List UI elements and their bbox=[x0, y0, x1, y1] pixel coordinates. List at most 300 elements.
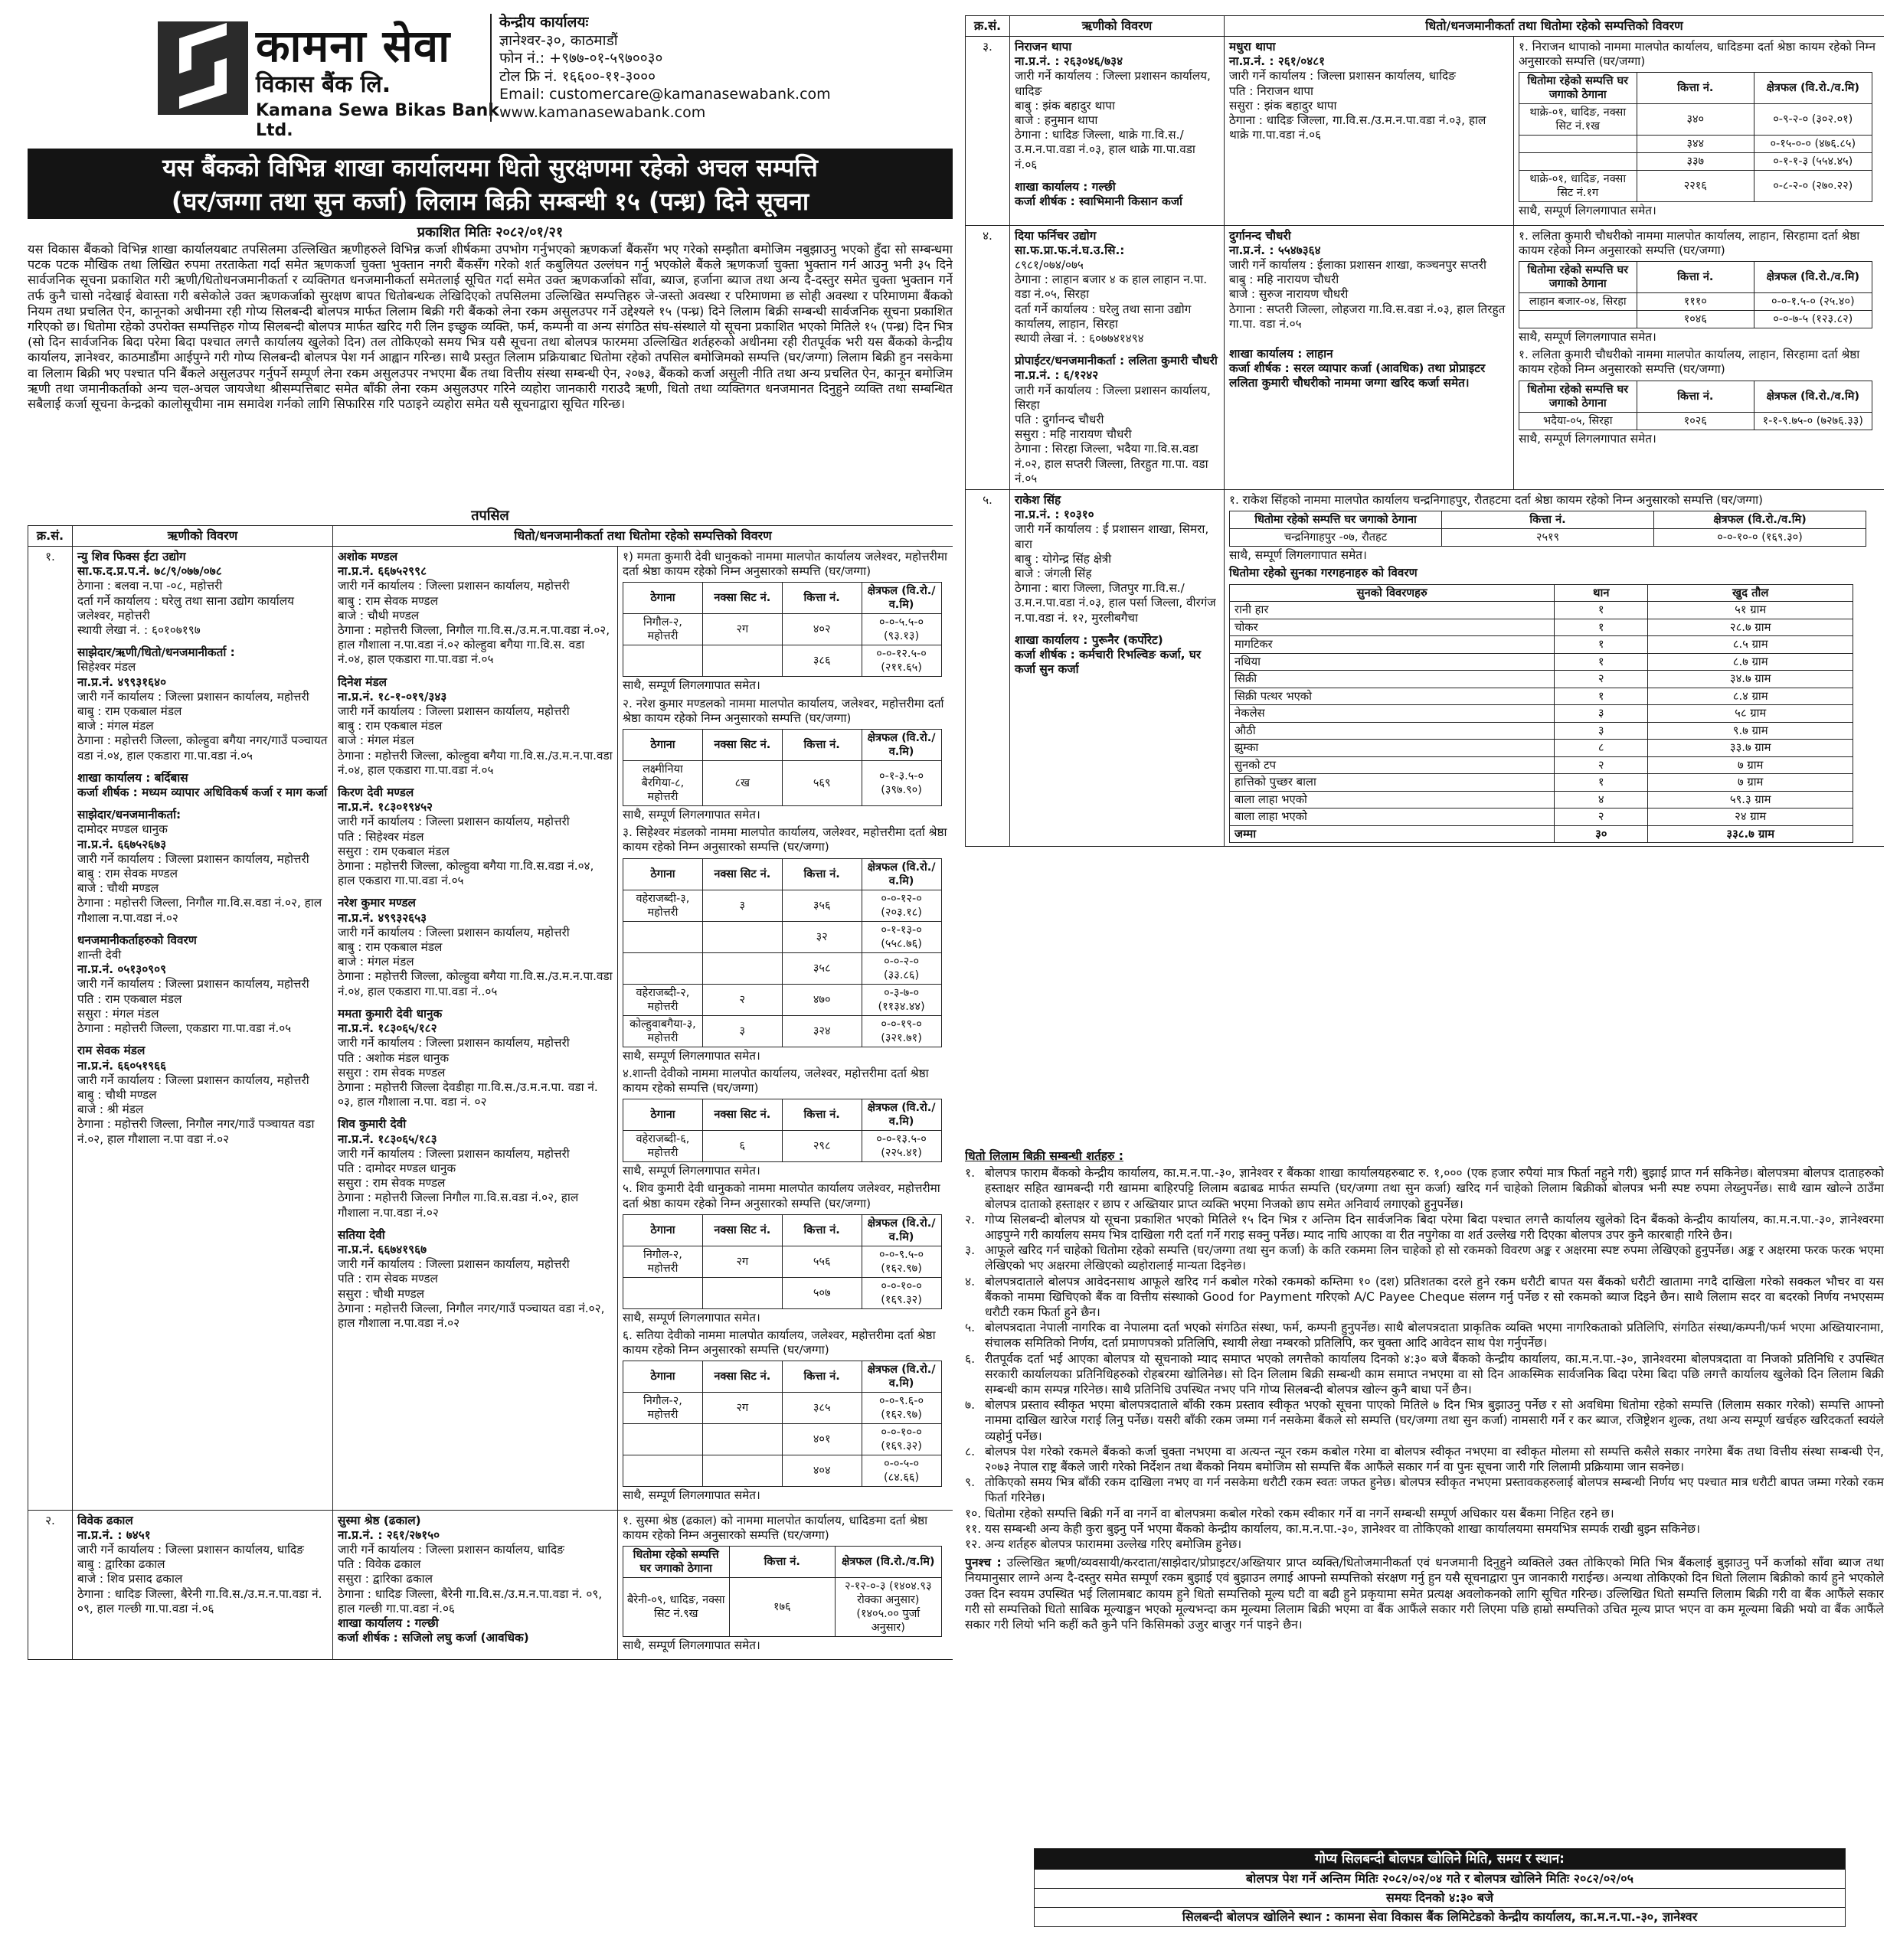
property-details bbox=[618, 547, 953, 1511]
gold-cell: ८.५ ग्राम bbox=[1648, 636, 1853, 654]
entry-row bbox=[28, 1510, 953, 1660]
guarantor-line: शिव कुमारी देवी bbox=[338, 1117, 407, 1132]
guarantor-line: बाजे : सुरुज नारायण चौधरी bbox=[1229, 287, 1349, 302]
property-cell: ३८६ bbox=[782, 645, 862, 677]
borrower-line: ठेगाना : सिरहा जिल्ला, भदैया गा.वि.स.वडा नं.०२, हाल सप्तरी जिल्ला, तिरहुत गा.पा. वडा नं.०५ bbox=[1015, 442, 1208, 485]
guarantor-line: कर्जा शीर्षक : सरल व्यापार कर्जा (आवधिक) तथा प्रोप्राइटर ललिता कुमारी चौधरीको नाममा जग्गा खरिद कर्जा समेत। bbox=[1229, 361, 1486, 390]
term-item bbox=[965, 1243, 1884, 1273]
property-cell: चन्द्रनिगाहपुर -०७, रौतहट bbox=[1230, 529, 1442, 547]
gold-cell: १ bbox=[1555, 636, 1648, 654]
property-cell: १०४६ bbox=[1637, 311, 1754, 328]
property-row bbox=[1519, 293, 1872, 311]
gold-cell: १ bbox=[1555, 653, 1648, 671]
gold-cell: ३३.७ ग्राम bbox=[1648, 740, 1853, 757]
property-cell: ०-१-३.५-० (३९७.९०) bbox=[862, 761, 941, 806]
borrower-line: दर्ता गर्ने कार्यालय : घरेलु तथा साना उद्योग कार्यालय जलेश्वर, महोत्तरी bbox=[77, 593, 295, 622]
property-cell: वहेराजब्दी-६, महोत्तरी bbox=[623, 1131, 703, 1162]
property-row bbox=[1519, 171, 1872, 202]
borrower-line: न्यु शिव फिक्स ईटा उद्योग bbox=[77, 550, 186, 564]
property-col-area: क्षेत्रफल (वि.रो./व.मि) bbox=[862, 1361, 941, 1393]
property-cell: ४७० bbox=[782, 984, 862, 1015]
entry-sn: २. bbox=[28, 1510, 73, 1660]
property-note: साथै, सम्पूर्ण लिगलगापात समेत। bbox=[623, 808, 760, 822]
property-cell: ०-०-१९-० (३२१.७१) bbox=[862, 1015, 941, 1047]
property-cell: १-१-९.७५-० (७२७६.३३) bbox=[1754, 412, 1872, 430]
gold-row bbox=[1230, 825, 1853, 843]
gold-cell: ३३८.७ ग्राम bbox=[1648, 825, 1853, 843]
property-cell: ०-०-१३.५-० (२२५.४१) bbox=[862, 1131, 941, 1162]
term-item bbox=[965, 1351, 1884, 1398]
property-cell: ०-१५-०-० (४७६.८५) bbox=[1754, 136, 1872, 153]
property-col-area: क्षेत्रफल (वि.रो./व.मि) bbox=[862, 730, 941, 761]
borrower-line: कर्जा शीर्षक : मध्यम व्यापार अधिविकर्ष कर्जा र माग कर्जा bbox=[77, 786, 328, 800]
guarantor-line: ससुरा : राम सेवक मण्डल bbox=[338, 1065, 446, 1080]
entry-row bbox=[966, 37, 1885, 226]
left-main-table bbox=[28, 525, 953, 1660]
property-note: साथै, सम्पूर्ण लिगलगापात समेत। bbox=[623, 1638, 760, 1653]
property-row bbox=[1519, 412, 1872, 430]
guarantor-line: दुर्गानन्द चौधरी bbox=[1229, 228, 1291, 243]
property-note: साथै, सम्पूर्ण लिगलगापात समेत। bbox=[623, 1048, 760, 1063]
borrower-line: कर्जा शीर्षक : स्वाभिमानी किसान कर्जा bbox=[1015, 194, 1183, 209]
terms-title: धितो लिलाम बिक्री सम्बन्धी शर्तहरु : bbox=[965, 1149, 1124, 1163]
borrower-line: जारी गर्ने कार्यालय : जिल्ला प्रशासन कार्यालय, महोत्तरी bbox=[77, 851, 309, 866]
property-col-area: क्षेत्रफल (वि.रो./व.मि) bbox=[862, 1099, 941, 1131]
guarantor-line: जारी गर्ने कार्यालय : जिल्ला प्रशासन कार्यालय, महोत्तरी bbox=[338, 579, 570, 593]
property-row bbox=[623, 1131, 942, 1162]
property-col-area: क्षेत्रफल (वि.रो./व.मि) bbox=[1754, 262, 1872, 293]
property-col-loc_full: धितोमा रहेको सम्पत्ति घर जगाको ठेगाना bbox=[1519, 73, 1637, 104]
guarantor-line: ना.प्र.नं. १८३०६५/१८२ bbox=[338, 1021, 437, 1036]
property-row bbox=[1519, 136, 1872, 153]
guarantor-line: शाखा कार्यालय : लाहान bbox=[1229, 347, 1333, 361]
term-number: ५. bbox=[965, 1321, 976, 1335]
property-cell: ०-०-२-० (३३.८६) bbox=[862, 952, 941, 984]
property-intro: ३. सिहेश्वर मंडलको नाममा मालपोत कार्यालय, जलेश्वर, महोत्तरीमा दर्ता श्रेष्ठा कायम रहेको निम्न अनुसारको सम्पत्ति (घर/जग्गा) bbox=[623, 825, 947, 854]
guarantor-line: शाखा कार्यालय : गल्छी bbox=[338, 1616, 439, 1631]
property-cell: ०-०-९.५-० (१६२.९७) bbox=[862, 1246, 941, 1277]
term-item bbox=[965, 1521, 1884, 1537]
property-cell: २ग bbox=[702, 1393, 782, 1424]
gold-cell: चोकर bbox=[1230, 619, 1555, 636]
term-number: ६. bbox=[965, 1351, 976, 1366]
gold-row bbox=[1230, 756, 1853, 774]
property-cell bbox=[623, 1455, 703, 1487]
intro-paragraph: यस विकास बैंकको विभिन्न शाखा कार्यालयबाट तपसिलमा उल्लिखित ऋणीहरुले विभिन्न कर्जा शीर्षकमा उपभोग गर्नुभएको ऋणकर्जा बैंकसँग भए गरेको सम्झौता बमोजिम नबुझाउनु भएको हुँदा सो सम्बन्धमा पटक पटक मौखिक तथा लिखित रुपमा तरताकेता गर्दा समेत ऋणकर्जा चुक्ता भुक्तान नगरी बैंकसँग गरेको शर्त कबुलियत उल्लंघन गर्नु भएकोले बैंकले ऋणकर्जा चुक्ता भुक्तान गर्न आउनु भनी ३५ दिने सार्वजनिक सूचना प्रकाशित गरी ऋणी/धितोधनजमानीकर्ता र व्यक्तिगत धनजमानीकर्ता समेतलाई सूचित गर्दा समेत उक्त ऋणकर्जाको साँवा, ब्याज, हर्जाना ब्याज तथा अन्य दै-दस्तुर समेत चुक्ता भुक्तान गर्ने तर्फ कुनै चासो नदेखाई बेवास्ता गरी बसेकोले उक्त ऋणकर्जाको सुरक्षण बापत धितोबन्धक लेखिदिएको तपसिलमा उल्लिखित सम्पत्तिहरु जे-जस्तो अवस्था र परिमाणमा छ सोही अवस्था र परिमाणमा बैंकको नियम तथा प्रचलित ऐन, कानूनको अधीनमा रही गोप्य सिलबन्दी बोलपत्र मार्फत लिलाम बिक्री गरी बैंकको लेना रकम असुलउपर गर्ने उद्देश्यले १५ (पन्ध्र) दिने लिलाम बिक्री सम्बन्धी सार्वजनिक सूचना प्रकाशित गरिएको छ। धितोमा रहेको उपरोक्त सम्पत्तिहरु गोप्य सिलबन्दी बोलपत्र मार्फत खरिद गरी लिन इच्छुक व्यक्ति, फर्म, कम्पनी वा अन्य संगठित संघ-संस्थाले यो सूचना प्रकाशित भएको मितिले १५ (पन्ध्र) दिन भित्र (सो दिन सार्वजनिक बिदा परेमा बिदा पश्चात लगत्तै कार्यालय खुलेको दिन) तल तोकिएको समय भित्र यसै सूचना तथा बोलपत्र फारममा उल्लिखित शर्तहरुको अधीनमा रही रीतपूर्वक भरी यस बैंकको केन्द्रीय कार्यालय, ज्ञानेश्वर, काठमाडौंमा आईपुग्ने गरी गोप्य सिलबन्दी बोलपत्र पेश गर्न आह्वान गरिन्छ। साथै प्रस्तुत लिलाम प्रक्रियाबाट धितोमा रहेको तपसिल बमोजिमको सम्पत्ति (घर/जग्गा) लिलाम बिक्री हुन नसकेमा वा लिलाम बिक्री भए पश्चात पनि बैंकले असुलउपर गर्नुपर्ने सम्पूर्ण लेना रकम असुलउपर नभएमा बैंक तथा वित्तीय संस्था सम्बन्धी ऐन, २०७३, बैंकको कर्जा असुली नीति तथा अन्य प्रचलित ऐन, कानून बमोजिम ऋणी तथा जमानीकर्ताको अन्य चल-अचल जायजेथा श्रीसम्पत्तिबाट समेत बाँकी लेना रकम असुलउपर गरिने व्यहोरा जानकारी गराउदै ऋणी, धितो तथा व्यक्तिगत धनजमानत दिनुहुने व्यक्ति तथा सम्बन्धित सबैलाई कर्जा सूचना केन्द्रको कालोसूचीमा नाम समावेश गर्नको लागि सिफारिस गरि पठाइने व्यहोरा समेत यसै सूचनाद्वारा सूचित गरिन्छ। bbox=[28, 242, 953, 412]
property-block bbox=[623, 825, 948, 1063]
borrower-line: शाखा कार्यालय : बर्दिबास bbox=[77, 770, 188, 785]
property-col-loc_full: धितोमा रहेको सम्पत्ति घर जगाको ठेगाना bbox=[1230, 511, 1442, 529]
gold-row bbox=[1230, 602, 1853, 619]
property-cell: ८ख bbox=[702, 761, 782, 806]
gold-cell: हात्तिको पुच्छर बाला bbox=[1230, 774, 1555, 792]
property-row bbox=[623, 761, 942, 806]
property-table bbox=[623, 1099, 942, 1162]
gold-cell: सुनको टप bbox=[1230, 756, 1555, 774]
borrower-line: बाजे : मंगल मंडल bbox=[77, 719, 154, 733]
property-col-map: नक्सा सिट नं. bbox=[702, 583, 782, 614]
gold-cell: २ bbox=[1555, 756, 1648, 774]
property-row bbox=[623, 984, 942, 1015]
guarantor-line: जारी गर्ने कार्यालय : जिल्ला प्रशासन कार्यालय, धादिङ bbox=[1229, 69, 1456, 83]
property-cell: ४०४ bbox=[782, 1455, 862, 1487]
gold-cell: १ bbox=[1555, 688, 1648, 705]
borrower-details bbox=[73, 1510, 333, 1660]
property-col-location: ठेगाना bbox=[623, 1214, 703, 1246]
property-col-kitta: कित्ता नं. bbox=[782, 1099, 862, 1131]
gold-row bbox=[1230, 636, 1853, 654]
property-col-kitta: कित्ता नं. bbox=[1637, 381, 1754, 412]
property-cell: ०-३-७-० (११३४.४४) bbox=[862, 984, 941, 1015]
guarantor-details bbox=[333, 547, 618, 1511]
property-cell bbox=[623, 952, 703, 984]
property-col-location: ठेगाना bbox=[623, 583, 703, 614]
property-cell bbox=[702, 1424, 782, 1455]
borrower-line: ठेगाना : महोत्तरी जिल्ला, एकडारा गा.पा.वडा नं.०५ bbox=[77, 1021, 292, 1036]
borrower-line: ठेगाना : धादिङ जिल्ला, थाक्रे गा.वि.स./उ.म.न.पा.वडा नं.०३, हाल थाक्रे गा.पा.वडा नं.०६ bbox=[1015, 128, 1195, 172]
spacer bbox=[338, 668, 613, 675]
property-note: साथै, सम्पूर्ण लिगलगापात समेत। bbox=[623, 1310, 760, 1325]
guarantor-line: पति : सिहेश्वर मंडल bbox=[338, 829, 424, 844]
term-text: आफूले खरिद गर्न चाहेको धितोमा रहेको सम्पत्ति (घर/जग्गा तथा सुन कर्जा) के कति रकममा लिन चाहेको हो सो रकमको विवरण अङ्क र अक्षरमा स्पष्ट रुपमा लेखिएको हुनुपर्नेछ। अङ्क र अक्षरमा फरक फरक भएमा लेखिएको भए अक्षरमा लेखिएको व्यहोरालाई मान्यता दिइनेछ। bbox=[985, 1243, 1884, 1273]
gold-cell: जम्मा bbox=[1230, 825, 1555, 843]
property-row bbox=[623, 1246, 942, 1277]
property-cell: ०-९-२-० (३०२.०१) bbox=[1754, 104, 1872, 136]
guarantor-line: ना.प्र.नं. १८३०१९४५२ bbox=[338, 800, 433, 815]
borrower-line: साझेदार/धनजमानीकर्ता: bbox=[77, 808, 181, 822]
property-cell: ३४४ bbox=[1637, 136, 1754, 153]
guarantor-line: पति : राम सेवक मण्डल bbox=[338, 1272, 438, 1286]
property-col-area: क्षेत्रफल (वि.रो./व.मि) bbox=[862, 583, 941, 614]
property-note: साथै, सम्पूर्ण लिगलगापात समेत। bbox=[623, 678, 760, 693]
spacer bbox=[77, 763, 328, 771]
borrower-line: बाबु : राम एकबाल मंडल bbox=[77, 704, 182, 719]
property-table bbox=[623, 1214, 942, 1309]
right-column bbox=[965, 0, 1884, 1960]
term-number: २. bbox=[965, 1212, 976, 1227]
spacer bbox=[77, 638, 328, 645]
property-note: साथै, सम्पूर्ण लिगलगापात समेत। bbox=[1519, 204, 1656, 218]
property-cell bbox=[702, 1277, 782, 1308]
guarantor-line: जारी गर्ने कार्यालय : जिल्ला प्रशासन कार्यालय, महोत्तरी bbox=[338, 1257, 570, 1272]
property-table bbox=[1519, 381, 1872, 430]
guarantor-line: ठेगाना : महोत्तरी जिल्ला, कोल्हुवा बगैया गा.वि.स.वडा नं.०४, हाल एकडारा गा.पा.वडा नं.०५ bbox=[338, 859, 594, 888]
property-col-kitta: कित्ता नं. bbox=[782, 1214, 862, 1246]
property-row bbox=[623, 645, 942, 677]
term-number: १२. bbox=[965, 1537, 982, 1552]
gold-cell: बाला लाहा भएको bbox=[1230, 808, 1555, 826]
borrower-line: सा.फ.प्रा.फ.नं.घ.उ.सि.: bbox=[1015, 243, 1125, 257]
property-cell: ०-०-१०-० (१६९.३२) bbox=[862, 1277, 941, 1308]
property-table bbox=[623, 1361, 942, 1487]
term-item bbox=[965, 1320, 1884, 1351]
borrower-line: सिहेश्वर मंडल bbox=[77, 660, 136, 675]
col-borrower: ऋणीको विवरण bbox=[73, 526, 333, 547]
sealed-bid-time: समयः दिनको ४:३० बजे bbox=[1035, 1888, 1845, 1907]
borrower-line: प्रोपाईटर/धनजमानीकर्ता : ललिता कुमारी चौधरी bbox=[1015, 354, 1218, 368]
property-block bbox=[623, 697, 948, 823]
property-col-location: ठेगाना bbox=[623, 1361, 703, 1393]
borrower-line: दामोदर मण्डल धानुक bbox=[77, 822, 168, 837]
property-cell bbox=[1519, 311, 1637, 328]
property-cell bbox=[623, 1277, 703, 1308]
property-cell: थाक्रे-०१, धादिङ, नक्सा सिट नं.१ख bbox=[1519, 104, 1637, 136]
term-text: बोलपत्रदाताले बोलपत्र आवेदनसाथ आफूले खरिद गर्न कबोल गरेको रकमको कम्तिमा १० (दश) प्रतिशतका दरले हुने रकम धरौटी बापत यस बैंकको धरौटी खातामा नगदै दाखिला गरेको सक्कल भौचर वा यस बैंकको नाममा खिचिएको बैंक वा वित्तीय संस्थाको Good for Payment गरिएको A/C Payee Cheque संलग्न गर्नु पर्नेछ र सो रकमको ब्याज दिइने छैन। साथै लिलाम सदर वा बदरको निर्णय नभएसम्म धरौटी रकम फिर्ता हुने छैन। bbox=[985, 1274, 1884, 1320]
term-text: अन्य शर्तहरु बोलपत्र फाराममा उल्लेख गरिए बमोजिम हुनेछ। bbox=[985, 1537, 1242, 1552]
gold-row bbox=[1230, 722, 1853, 740]
borrower-line: जारी गर्ने कार्यालय : जिल्ला प्रशासन कार्यालय, सिरहा bbox=[1015, 383, 1211, 412]
gold-cell: १ bbox=[1555, 602, 1648, 619]
gold-cell: १ bbox=[1555, 774, 1648, 792]
postscript-label: पुनश्च : bbox=[965, 1556, 1002, 1570]
gold-cell: ८ bbox=[1555, 740, 1648, 757]
sealed-bid-place: सिलबन्दी बोलपत्र खोलिने स्थान : कामना सेवा विकास बैंक लिमिटेडको केन्द्रीय कार्यालय, का.म.न.पा.-३०, ज्ञानेश्वर bbox=[1035, 1907, 1845, 1926]
gold-title: धितोमा रहेको सुनका गरगहनाहरु को विवरण bbox=[1229, 566, 1418, 580]
property-cell: ३ bbox=[702, 1015, 782, 1047]
spacer bbox=[1015, 626, 1219, 633]
property-block bbox=[1519, 229, 1879, 345]
guarantor-line: ना.प्र.नं. १८३०६५/१८३ bbox=[338, 1132, 437, 1146]
term-text: बोलपत्रदाता नेपाली नागरिक वा नेपालमा दर्ता भएको संगठित संस्था, फर्म, कम्पनी हुनुपर्नेछ। साथै बोलपत्रदाता प्राकृतिक व्यक्ति भएमा नागरिकताको प्रतिलिपि, संगठित संस्था/कम्पनी/फर्म भएमा अख्तियारनामा, संचालक समितिको निर्णय, दर्ता प्रमाणपत्रको प्रतिलिपि, स्थायी लेखा नम्बरको प्रतिलिपि, कर चुक्ता आदि आवेदन साथ पेश गर्नुपर्नेछ। bbox=[985, 1321, 1884, 1351]
borrower-line: ना.प्र.नं. : ७४५१ bbox=[77, 1527, 151, 1542]
property-row bbox=[623, 1578, 942, 1637]
property-table bbox=[1519, 72, 1872, 202]
property-row bbox=[1230, 529, 1866, 547]
borrower-line: ठेगाना : बलवा न.पा -०८, महोत्तरी bbox=[77, 579, 223, 593]
borrower-line: ८९८१/०७४/०७५ bbox=[1015, 258, 1084, 273]
property-table bbox=[1229, 511, 1866, 547]
property-cell: १७६ bbox=[729, 1578, 836, 1637]
guarantor-line: ठेगाना : महोत्तरी जिल्ला देवडीहा गा.वि.स./उ.म.न.पा. वडा नं. ०३, हाल गौशाला न.पा. वडा नं. ०२ bbox=[338, 1080, 598, 1109]
property-cell: ०-०-५-० (८४.६६) bbox=[862, 1455, 941, 1487]
borrower-line: पति : राम एकबाल मंडल bbox=[77, 991, 182, 1006]
left-column bbox=[28, 0, 953, 1960]
property-cell: २२१६ bbox=[1637, 171, 1754, 202]
property-cell: ५०७ bbox=[782, 1277, 862, 1308]
borrower-line: बाजे : शिव प्रसाद ढकाल bbox=[77, 1572, 183, 1586]
property-col-area: क्षेत्रफल (वि.रो./व.मि) bbox=[1654, 511, 1866, 529]
guarantor-line: ना.प्र.नं. ६६७४१९६७ bbox=[338, 1242, 427, 1256]
property-col-location: ठेगाना bbox=[623, 858, 703, 890]
property-intro: १. निराजन थापाको नाममा मालपोत कार्यालय, धादिङमा दर्ता श्रेष्ठा कायम रहेको निम्न अनुसारको सम्पत्ति (घर/जग्गा) bbox=[1519, 40, 1875, 69]
property-details bbox=[1514, 225, 1885, 489]
property-cell: ५६९ bbox=[782, 761, 862, 806]
guarantor-line: ना.प्र.नं. ४९९३२६५३ bbox=[338, 910, 427, 925]
entry-sn: ५. bbox=[966, 490, 1010, 847]
gold-cell: ३० bbox=[1555, 825, 1648, 843]
property-row bbox=[623, 921, 942, 952]
gold-cell: ५१ ग्राम bbox=[1648, 602, 1853, 619]
guarantor-line: ठेगाना : महोत्तरी जिल्ला, निगौल नगर/गाउँ पञ्चायत वडा नं.०२, हाल गौशाला न.पा.वडा नं.०२ bbox=[338, 1301, 605, 1330]
guarantor-line: जारी गर्ने कार्यालय : जिल्ला प्रशासन कार्यालय, महोत्तरी bbox=[338, 1036, 570, 1050]
borrower-details bbox=[1010, 490, 1225, 847]
spacer bbox=[77, 1036, 328, 1044]
guarantor-line: जारी गर्ने कार्यालय : जिल्ला प्रशासन कार्यालय, महोत्तरी bbox=[338, 1146, 570, 1161]
property-col-map: नक्सा सिट नं. bbox=[702, 1214, 782, 1246]
entry-sn: ३. bbox=[966, 37, 1010, 226]
property-col-area: क्षेत्रफल (वि.रो./व.मि) bbox=[1754, 73, 1872, 104]
term-text: बोलपत्र पेश गरेको रकमले बैंकको कर्जा चुक्ता नभएमा वा अत्यन्त न्यून रकम कबोल गरेमा वा बोलपत्र स्वीकृत नभएमा वा स्वीकृत मोलमा सो सम्पत्ति कसैले सकार नगरेमा बैंक तथा वित्तीय संस्था सम्बन्धी ऐन, २०७३ नेपाल राष्ट्र बैंकले जारी गरेको निर्देशन तथा बैंकको नियम बमोजिम सो सम्पत्ति बैंक आफैंले सकार गर्न वा पुनः सूचना जारी गरि लिलामी प्रक्रियामा जान सक्नेछ। bbox=[985, 1444, 1884, 1475]
gold-cell: २ bbox=[1555, 808, 1648, 826]
borrower-line: शाखा कार्यालय : गल्छी bbox=[1015, 179, 1116, 194]
guarantor-line: ससुरा : राम एकबाल मंडल bbox=[338, 844, 450, 858]
property-cell: ०-०-१२.५-० (२११.६५) bbox=[862, 645, 941, 677]
property-col-kitta: कित्ता नं. bbox=[782, 730, 862, 761]
property-row bbox=[623, 1393, 942, 1424]
property-row bbox=[623, 1015, 942, 1047]
guarantor-line: जारी गर्ने कार्यालय : जिल्ला प्रशासन कार्यालय, महोत्तरी bbox=[338, 815, 570, 829]
property-cell: लक्ष्मीनिया बैरगिया-८, महोत्तरी bbox=[623, 761, 703, 806]
col-borrower-right: ऋणीको विवरण bbox=[1010, 16, 1225, 37]
borrower-line: ससुरा : महि नारायण चौधरी bbox=[1015, 427, 1132, 442]
property-cell bbox=[1519, 136, 1637, 153]
property-cell bbox=[702, 645, 782, 677]
gold-cell: ४ bbox=[1555, 791, 1648, 808]
property-cell: ०-०-१२-० (२०३.१८) bbox=[862, 890, 941, 921]
property-col-kitta: कित्ता नं. bbox=[1442, 511, 1654, 529]
guarantor-line: पति : अशोक मंडल धानुक bbox=[338, 1050, 450, 1065]
gold-cell: ५८ ग्राम bbox=[1648, 705, 1853, 723]
property-intro: १) ममता कुमारी देवी धानुकको नाममा मालपोत कार्यालय जलेश्वर, महोत्तरीमा दर्ता श्रेष्ठा कायम रहेको निम्न अनुसारको सम्पत्ति (घर/जग्गा) bbox=[623, 550, 947, 579]
borrower-line: बाजे : श्री मंडल bbox=[77, 1102, 144, 1117]
property-cell: लाहान बजार-०४, सिरहा bbox=[1519, 293, 1637, 311]
property-col-location: ठेगाना bbox=[623, 1099, 703, 1131]
property-cell: ३२४ bbox=[782, 1015, 862, 1047]
gold-row bbox=[1230, 688, 1853, 705]
contact-title: केन्द्रीय कार्यालयः bbox=[499, 14, 589, 31]
sealed-bid-title: गोप्य सिलबन्दी बोलपत्र खोलिने मिति, समय र स्थान: bbox=[1035, 1849, 1845, 1869]
gold-row bbox=[1230, 808, 1853, 826]
property-col-loc_full: धितोमा रहेको सम्पत्ति घर जगाको ठेगाना bbox=[1519, 381, 1637, 412]
auction-terms bbox=[965, 1148, 1884, 1632]
guarantor-line: ना.प्र.नं. १८-१-०१९/३४३ bbox=[338, 689, 447, 704]
property-block bbox=[1519, 40, 1879, 219]
borrower-line: धनजमानीकर्ताहरुको विवरण bbox=[77, 933, 197, 947]
property-table bbox=[1519, 261, 1872, 328]
guarantor-line: पति : दामोदर मण्डल धानुक bbox=[338, 1161, 456, 1175]
property-cell: कोल्हुवाबगैया-३, महोत्तरी bbox=[623, 1015, 703, 1047]
term-number: १०. bbox=[965, 1506, 982, 1521]
spacer bbox=[338, 999, 613, 1007]
borrower-line: बाबु : झंक बहादुर थापा bbox=[1015, 98, 1115, 113]
gold-row bbox=[1230, 740, 1853, 757]
guarantor-line: किरण देवी मण्डल bbox=[338, 786, 414, 800]
borrower-details bbox=[73, 547, 333, 1511]
property-row bbox=[1519, 153, 1872, 171]
borrower-line: बाजे : जंगली सिंह bbox=[1015, 567, 1092, 581]
borrower-line: ठेगाना : धादिङ जिल्ला, बैरेनी गा.वि.स./उ.म.न.पा.वडा नं. ०९, हाल गल्छी गा.पा.वडा नं.०६ bbox=[77, 1586, 322, 1615]
guarantor-line: बाजे : मंगल मंडल bbox=[338, 733, 414, 748]
term-number: १. bbox=[965, 1166, 976, 1181]
col-sn: क्र.सं. bbox=[28, 526, 73, 547]
guarantor-line: बाजे : मंगल मंडल bbox=[338, 955, 414, 969]
property-intro: ५. शिव कुमारी देवी धानुकको नाममा मालपोत कार्यालय जलेश्वर, महोत्तरीमा दर्ता श्रेष्ठा कायम रहेको निम्न अनुसारको सम्पत्ति (घर/जग्गा) bbox=[623, 1181, 940, 1210]
term-text: बोलपत्र फाराम बैंकको केन्द्रीय कार्यालय, का.म.न.पा.-३०, ज्ञानेश्वर र बैंकका शाखा कार्यालयहरुबाट रु. १,००० (एक हजार रुपैयां मात्र फिर्ता नहुने गरी) बुझाई प्राप्त गर्न सकिनेछ। बोलपत्रमा बोलपत्र दाताहरुको हस्ताक्षर सहित खामबन्दी गरी खाममा बाहिरपट्टि लिलाम बढाबढ मार्फत सम्पत्ति (घर/जग्गा तथा सुन कर्जा) खरिद गर्न चाहेको लिलाम बिक्रीको बोलपत्र भनी स्पष्ट रुपमा लेख्नुपर्नेछ। साथै खाम खोल्ने ठाउँमा बोलपत्र दाताको हस्ताक्षर र छाप र अख्तियार प्राप्त व्यक्ति भएमा निजको छाप समेत अनिवार्य लगाएको हुनुपर्नेछ। bbox=[985, 1166, 1884, 1211]
term-text: धितोमा रहेको सम्पत्ति बिक्री गर्ने वा नगर्ने वा बोलपत्रमा कबोल गरेको रकम स्वीकार गर्ने वा नगर्ने सम्बन्धी सम्पूर्ण अधिकार यस बैंकमा निहित रहने छ। bbox=[985, 1506, 1614, 1521]
property-cell bbox=[623, 645, 703, 677]
col-guarantor-right: धितो/धनजमानीकर्ता तथा धितोमा रहेको सम्पत्तिको विवरण bbox=[1225, 16, 1885, 37]
property-col-area: क्षेत्रफल (वि.रो./व.मि) bbox=[862, 858, 941, 890]
property-cell: २ग bbox=[702, 614, 782, 645]
gold-row bbox=[1230, 653, 1853, 671]
guarantor-line: बाबु : महि नारायण चौधरी bbox=[1229, 273, 1339, 287]
borrower-line: स्थायी लेखा नं. : ६०१०७१९७ bbox=[77, 623, 201, 638]
borrower-line: ना.प्र.नं. ०५१३०९०९ bbox=[77, 962, 167, 977]
borrower-line: ना.प्र.नं. ६६७५२६७३ bbox=[77, 837, 167, 851]
property-note: साथै, सम्पूर्ण लिगलगापात समेत। bbox=[623, 1164, 760, 1178]
property-col-map: नक्सा सिट नं. bbox=[702, 858, 782, 890]
gold-cell: १ bbox=[1555, 619, 1648, 636]
guarantor-line: ससुरा : झंक बहादुर थापा bbox=[1229, 98, 1337, 113]
property-cell: ४०१ bbox=[782, 1424, 862, 1455]
borrower-line: ठेगाना : बारा जिल्ला, जितपुर गा.वि.स./उ.म.न.पा.वडा नं.०३, हाल पर्सा जिल्ला, वीरगंज न.पा.वडा नं. १२, मुरलीबगैचा bbox=[1015, 581, 1216, 625]
borrower-line: बाबु : राम सेवक मण्डल bbox=[77, 867, 178, 881]
gold-cell: २ bbox=[1555, 671, 1648, 688]
property-cell: १११० bbox=[1637, 293, 1754, 311]
postscript bbox=[965, 1555, 1884, 1632]
property-cell: ३४० bbox=[1637, 104, 1754, 136]
guarantor-line: नरेश कुमार मण्डल bbox=[338, 896, 416, 910]
gold-row bbox=[1230, 774, 1853, 792]
property-row bbox=[623, 1277, 942, 1308]
gold-cell: ८.७ ग्राम bbox=[1648, 653, 1853, 671]
guarantor-line: ठेगाना : धादिङ जिल्ला, बैरेनी गा.वि.स./उ.म.न.पा.वडा नं. ०९, हाल गल्छी गा.पा.वडा नं.०६ bbox=[338, 1586, 603, 1615]
spacer bbox=[1229, 332, 1509, 339]
property-note: साथै, सम्पूर्ण लिगलगापात समेत। bbox=[1519, 330, 1656, 345]
property-cell: २ग bbox=[702, 1246, 782, 1277]
property-row bbox=[623, 1424, 942, 1455]
term-item bbox=[965, 1397, 1884, 1444]
property-cell bbox=[623, 1424, 703, 1455]
property-note: साथै, सम्पूर्ण लिगलगापात समेत। bbox=[1519, 431, 1656, 446]
property-row bbox=[623, 952, 942, 984]
guarantor-line: ठेगाना : महोत्तरी जिल्ला, कोल्हुवा बगैया गा.वि.स./उ.म.न.पा.वडा नं.०४, हाल एकडारा गा.पा.वडा नं..०५ bbox=[338, 969, 613, 998]
borrower-line: निराजन थापा bbox=[1015, 40, 1072, 54]
property-cell: २ bbox=[702, 984, 782, 1015]
bank-logo bbox=[158, 20, 510, 140]
borrower-line: बाबु : योगेन्द्र सिंह क्षेत्री bbox=[1015, 551, 1112, 566]
property-col-loc_full: धितोमा रहेको सम्पत्ति घर जगाको ठेगाना bbox=[1519, 262, 1637, 293]
guarantor-line: पति : निराजन थापा bbox=[1229, 83, 1314, 98]
borrower-line: जारी गर्ने कार्यालय : जिल्ला प्रशासन कार्यालय, महोत्तरी bbox=[77, 977, 309, 991]
spacer bbox=[77, 800, 328, 808]
property-cell: निगौल-२, महोत्तरी bbox=[623, 1246, 703, 1277]
property-cell: १०२६ bbox=[1637, 412, 1754, 430]
property-col-kitta: कित्ता नं. bbox=[782, 858, 862, 890]
guarantor-line: ससुरा : द्वारिका ढकाल bbox=[338, 1572, 433, 1586]
borrower-line: ठेगाना : महोत्तरी जिल्ला, निगौल नगर/गाउँ पञ्चायत वडा नं.०२, हाल गौशाला न.पा वडा नं.०२ bbox=[77, 1117, 315, 1146]
property-col-map: नक्सा सिट नं. bbox=[702, 1361, 782, 1393]
guarantor-line: बाबु : राम एकबाल मंडल bbox=[338, 940, 443, 955]
guarantor-details bbox=[1225, 225, 1514, 489]
property-col-map: नक्सा सिट नं. bbox=[702, 1099, 782, 1131]
entry-row bbox=[966, 490, 1885, 847]
guarantor-line: ना.प्र.नं. : २६१/२७१५० bbox=[338, 1527, 440, 1542]
property-intro: १. ललिता कुमारी चौधरीको नाममा मालपोत कार्यालय, लाहान, सिरहामा दर्ता श्रेष्ठा कायम रहेको निम्न अनुसारको सम्पत्ति (घर/जग्गा) bbox=[1519, 348, 1860, 377]
property-col-area: क्षेत्रफल (वि.रो./व.मि) bbox=[862, 1214, 941, 1246]
sealed-bid-box bbox=[1034, 1848, 1846, 1927]
borrower-line: ठेगाना : महोत्तरी जिल्ला, निगौल गा.वि.स.वडा नं.०२, हाल गौशाला न.पा.वडा नं.०२ bbox=[77, 896, 322, 925]
guarantor-line: बाबु : राम एकबाल मंडल bbox=[338, 719, 443, 733]
borrower-line: बाजे : हनुमान थापा bbox=[1015, 113, 1098, 128]
guarantor-line: बाजे : चौथी मण्डल bbox=[338, 608, 420, 622]
gold-row bbox=[1230, 619, 1853, 636]
property-cell: ४०२ bbox=[782, 614, 862, 645]
borrower-line: दिया फर्निचर उद्योग bbox=[1015, 228, 1097, 243]
gold-cell: मागटिकर bbox=[1230, 636, 1555, 654]
term-item bbox=[965, 1212, 1884, 1243]
term-item bbox=[965, 1274, 1884, 1321]
